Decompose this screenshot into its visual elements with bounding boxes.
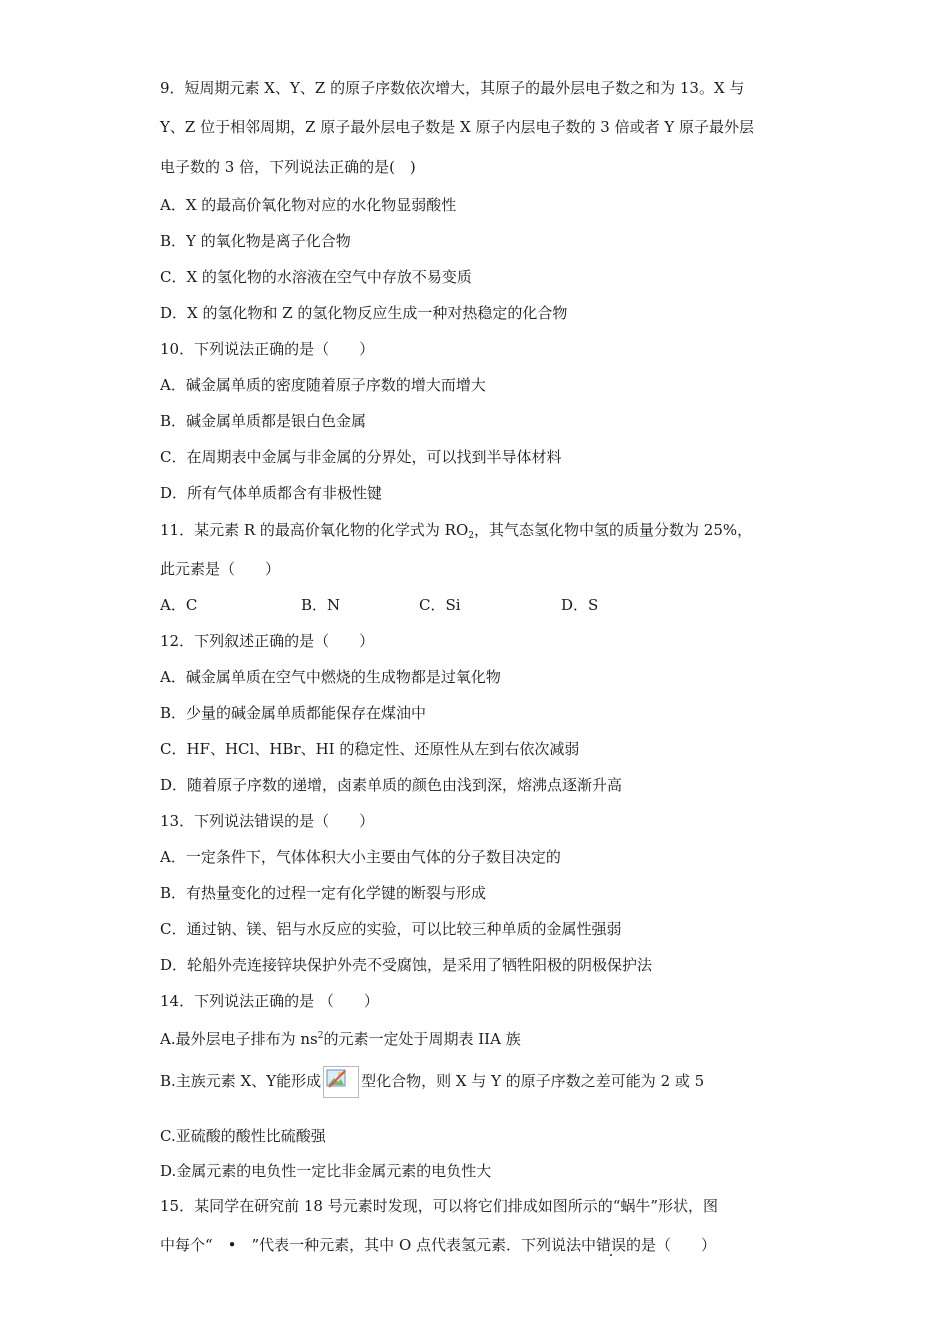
q12-option-c: C．HF、HCl、HBr、HI 的稳定性、还原性从左到右依次减弱 (160, 740, 580, 758)
q13-option-b: B．有热量变化的过程一定有化学键的断裂与形成 (160, 884, 487, 902)
q11-option-b: B．N (301, 596, 341, 614)
q9-option-d: D．X 的氢化物和 Z 的氢化物反应生成一种对热稳定的化合物 (160, 304, 568, 322)
q14-option-a-post: 的元素一定处于周期表 IIA 族 (323, 1030, 521, 1048)
broken-image-icon (323, 1066, 359, 1098)
q11-stem-line1 (160, 520, 752, 540)
q14-option-c: C.亚硫酸的酸性比硫酸强 (160, 1127, 326, 1145)
q13-option-d: D．轮船外壳连接锌块保护外壳不受腐蚀，是采用了牺牲阳极的阴极保护法 (160, 956, 653, 974)
q13-stem: 13．下列说法错误的是（ ） (160, 812, 375, 830)
q12-option-a: A．碱金属单质在空气中燃烧的生成物都是过氧化物 (160, 668, 501, 686)
q11-subscript: 2 (468, 531, 475, 541)
q9-option-a: A．X 的最高价氧化物对应的水化物显弱酸性 (160, 196, 457, 214)
q11-stem-line1-pre: 11．某元素 R 的最高价氧化物的化学式为 RO (160, 521, 469, 539)
q12-option-d: D．随着原子序数的递增，卤素单质的颜色由浅到深，熔沸点逐渐升高 (160, 776, 623, 794)
q14-option-a (160, 1029, 521, 1049)
q15-stem-line1: 15．某同学在研究前 18 号元素时发现，可以将它们排成如图所示的“蜗牛”形状，图 (160, 1197, 719, 1215)
q15-stem-line2 (160, 1235, 716, 1255)
q11-option-d: D．S (561, 596, 599, 614)
q9-option-c: C．X 的氢化物的水溶液在空气中存放不易变质 (160, 268, 472, 286)
q11-option-c: C．Si (419, 596, 461, 614)
q12-option-b: B．少量的碱金属单质都能保存在煤油中 (160, 704, 427, 722)
q9-stem-line1: 9．短周期元素 X、Y、Z 的原子序数依次增大，其原子的最外层电子数之和为 13。X 与 (160, 79, 745, 97)
q15-stem-line2-post: 的是（ ） (626, 1236, 717, 1254)
q14-option-d: D.金属元素的电负性一定比非金属元素的电负性大 (160, 1162, 492, 1180)
q14-option-b (160, 1066, 705, 1090)
q14-option-b-post: 型化合物，则 X 与 Y 的原子序数之差可能为 2 或 5 (361, 1072, 705, 1090)
q11-stem-line1-post: ，其气态氢化物中氢的质量分数为 25%， (474, 521, 753, 539)
q9-stem-line3: 电子数的 3 倍，下列说法正确的是( ) (160, 158, 416, 176)
q14-superscript: 2 (317, 1031, 324, 1041)
q13-option-c: C．通过钠、镁、铝与水反应的实验，可以比较三种单质的金属性强弱 (160, 920, 622, 938)
q11-stem-line2: 此元素是（ ） (160, 560, 281, 578)
q11-option-a: A．C (160, 596, 198, 614)
q10-option-a: A．碱金属单质的密度随着原子序数的增大而增大 (160, 376, 486, 394)
q12-stem: 12．下列叙述正确的是（ ） (160, 632, 375, 650)
q14-option-a-pre: A.最外层电子排布为 ns (160, 1030, 318, 1048)
q9-option-b: B．Y 的氧化物是离子化合物 (160, 232, 351, 250)
q10-stem: 10．下列说法正确的是（ ） (160, 340, 375, 358)
q15-emphasis: 错误 (596, 1236, 627, 1254)
q10-option-b: B．碱金属单质都是银白色金属 (160, 412, 367, 430)
q14-stem: 14．下列说法正确的是 （ ） (160, 992, 379, 1010)
q14-option-b-pre: B.主族元素 X、Y能形成 (160, 1072, 322, 1090)
q10-option-c: C．在周期表中金属与非金属的分界处，可以找到半导体材料 (160, 448, 562, 466)
q15-stem-line2-pre: 中每个“ • ”代表一种元素，其中 O 点代表氢元素．下列说法中 (160, 1236, 597, 1254)
q13-option-a: A．一定条件下，气体体积大小主要由气体的分子数目决定的 (160, 848, 561, 866)
q9-stem-line2: Y、Z 位于相邻周期，Z 原子最外层电子数是 X 原子内层电子数的 3 倍或者 Y 原子最外层 (160, 118, 755, 136)
q10-option-d: D．所有气体单质都含有非极性键 (160, 484, 383, 502)
